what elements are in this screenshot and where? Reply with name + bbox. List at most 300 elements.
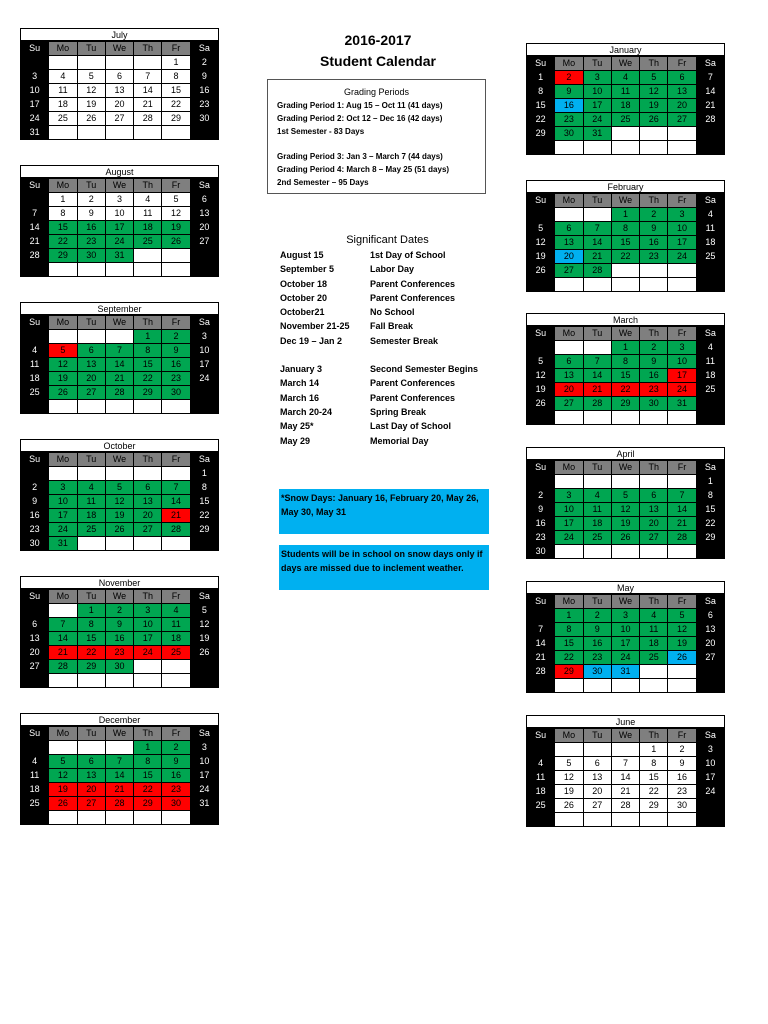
significant-date: March 14 (280, 378, 320, 389)
day-cell (611, 278, 639, 292)
day-cell (77, 56, 105, 70)
day-cell: 17 (583, 99, 611, 113)
day-cell: 3 (49, 481, 77, 495)
month-calendar-july (20, 28, 219, 140)
weekday-header: Su (527, 461, 555, 475)
day-cell: 12 (527, 236, 555, 250)
day-cell: 15 (190, 495, 218, 509)
day-cell: 7 (611, 757, 639, 771)
day-cell: 9 (583, 623, 611, 637)
month-title: October (20, 439, 219, 452)
day-cell (640, 264, 668, 278)
day-cell: 31 (49, 537, 77, 551)
day-cell (49, 263, 77, 277)
day-cell: 29 (134, 797, 162, 811)
day-cell (134, 811, 162, 825)
weekday-header: We (105, 179, 133, 193)
day-cell: 16 (162, 769, 190, 783)
weekday-header: Th (640, 327, 668, 341)
day-cell: 5 (49, 344, 77, 358)
day-cell: 1 (527, 71, 555, 85)
day-cell: 28 (696, 113, 724, 127)
day-cell: 9 (555, 85, 583, 99)
day-cell (21, 263, 49, 277)
day-cell (583, 278, 611, 292)
significant-date: January 3 (280, 364, 323, 375)
day-cell (555, 208, 583, 222)
week-row (21, 755, 219, 769)
day-cell: 2 (640, 208, 668, 222)
month-title: September (20, 302, 219, 315)
day-cell (49, 330, 77, 344)
day-cell: 23 (668, 785, 696, 799)
day-cell (640, 665, 668, 679)
weekday-header: Fr (668, 327, 696, 341)
day-cell: 15 (640, 771, 668, 785)
day-cell (583, 679, 611, 693)
day-cell: 1 (190, 467, 218, 481)
month-calendar-june (526, 715, 725, 827)
day-cell: 19 (668, 637, 696, 651)
day-cell: 15 (162, 84, 190, 98)
day-cell: 9 (21, 495, 49, 509)
day-cell: 14 (527, 637, 555, 651)
week-row (21, 674, 219, 688)
page-title: Student Calendar (320, 53, 436, 69)
weekday-header: Th (640, 461, 668, 475)
significant-date-row (280, 277, 490, 291)
day-cell (21, 604, 49, 618)
weekday-header: Sa (696, 327, 724, 341)
day-cell (190, 386, 218, 400)
day-cell: 16 (21, 509, 49, 523)
day-cell: 29 (611, 397, 639, 411)
day-cell: 20 (190, 221, 218, 235)
weekday-header: Mo (49, 316, 77, 330)
day-cell: 17 (190, 769, 218, 783)
significant-date: November 21-25 (280, 321, 350, 332)
month-grid (20, 452, 219, 551)
day-cell: 20 (134, 509, 162, 523)
day-cell: 19 (555, 785, 583, 799)
week-row (527, 517, 725, 531)
day-cell: 3 (134, 604, 162, 618)
week-row (527, 531, 725, 545)
day-cell: 4 (611, 71, 639, 85)
day-cell: 24 (555, 531, 583, 545)
day-cell (77, 467, 105, 481)
day-cell (527, 813, 555, 827)
day-cell: 14 (105, 769, 133, 783)
day-cell: 13 (668, 85, 696, 99)
day-cell: 17 (668, 236, 696, 250)
week-row (21, 193, 219, 207)
day-cell: 7 (583, 222, 611, 236)
day-cell: 22 (696, 517, 724, 531)
day-cell (583, 545, 611, 559)
day-cell (21, 674, 49, 688)
day-cell: 7 (696, 71, 724, 85)
day-cell (105, 674, 133, 688)
month-grid (20, 589, 219, 688)
day-cell (77, 126, 105, 140)
day-cell: 6 (105, 70, 133, 84)
significant-date-row (280, 391, 490, 405)
week-row (21, 741, 219, 755)
week-row (527, 785, 725, 799)
day-cell (696, 411, 724, 425)
significant-date-row (280, 291, 490, 305)
day-cell: 28 (21, 249, 49, 263)
day-cell: 11 (611, 85, 639, 99)
day-cell (105, 263, 133, 277)
week-row (527, 113, 725, 127)
day-cell (105, 330, 133, 344)
week-row (527, 397, 725, 411)
day-cell: 3 (668, 208, 696, 222)
day-cell: 6 (668, 71, 696, 85)
significant-event: Second Semester Begins (370, 364, 479, 375)
month-title: December (20, 713, 219, 726)
day-cell: 13 (555, 369, 583, 383)
month-title: March (526, 313, 725, 326)
week-row (21, 537, 219, 551)
weekday-header: Sa (696, 595, 724, 609)
day-cell: 11 (696, 222, 724, 236)
day-cell: 31 (190, 797, 218, 811)
weekday-header: Th (134, 316, 162, 330)
day-cell (555, 411, 583, 425)
month-grid (20, 178, 219, 277)
day-cell: 3 (190, 330, 218, 344)
day-cell (611, 475, 639, 489)
month-title: July (20, 28, 219, 41)
day-cell: 2 (527, 489, 555, 503)
day-cell: 21 (21, 235, 49, 249)
day-cell: 8 (77, 618, 105, 632)
week-row (21, 604, 219, 618)
day-cell: 2 (162, 741, 190, 755)
day-cell: 10 (668, 355, 696, 369)
weekday-header: Fr (162, 727, 190, 741)
day-cell: 5 (555, 757, 583, 771)
significant-date-row (280, 334, 490, 348)
day-cell: 28 (49, 660, 77, 674)
significant-date: March 20-24 (280, 406, 333, 417)
day-cell: 16 (640, 369, 668, 383)
day-cell: 5 (190, 604, 218, 618)
day-cell: 15 (611, 369, 639, 383)
day-cell (162, 537, 190, 551)
month-title: April (526, 447, 725, 460)
day-cell: 31 (583, 127, 611, 141)
day-cell (134, 660, 162, 674)
significant-event: Parent Conferences (370, 278, 456, 289)
day-cell: 1 (162, 56, 190, 70)
day-cell: 29 (134, 386, 162, 400)
weekday-header: Fr (668, 194, 696, 208)
day-cell: 11 (162, 618, 190, 632)
weekday-header: Mo (555, 327, 583, 341)
week-row (527, 355, 725, 369)
day-cell (49, 126, 77, 140)
day-cell (555, 679, 583, 693)
day-cell: 14 (583, 369, 611, 383)
day-cell: 21 (105, 783, 133, 797)
week-row (527, 757, 725, 771)
day-cell: 9 (190, 70, 218, 84)
day-cell: 14 (611, 771, 639, 785)
day-cell (668, 141, 696, 155)
day-cell: 23 (583, 651, 611, 665)
day-cell (162, 811, 190, 825)
day-cell: 6 (696, 609, 724, 623)
day-cell: 26 (49, 797, 77, 811)
day-cell: 4 (21, 755, 49, 769)
day-cell (583, 341, 611, 355)
week-row (527, 127, 725, 141)
weekday-header: Su (21, 453, 49, 467)
day-cell: 19 (77, 98, 105, 112)
weekday-header: Tu (77, 179, 105, 193)
month-grid (20, 315, 219, 414)
day-cell: 30 (105, 660, 133, 674)
significant-date: August 15 (280, 250, 324, 260)
day-cell (583, 743, 611, 757)
day-cell (640, 141, 668, 155)
weekday-header: Su (21, 42, 49, 56)
day-cell (77, 537, 105, 551)
day-cell (611, 264, 639, 278)
day-cell: 20 (555, 383, 583, 397)
week-row (527, 341, 725, 355)
day-cell: 10 (105, 207, 133, 221)
day-cell: 20 (640, 517, 668, 531)
month-grid (526, 460, 725, 559)
day-cell: 12 (49, 769, 77, 783)
month-calendar-november (20, 576, 219, 688)
day-cell (668, 545, 696, 559)
weekday-header: Mo (555, 729, 583, 743)
week-row (527, 637, 725, 651)
weekday-header: Mo (555, 194, 583, 208)
week-row (527, 743, 725, 757)
day-cell: 15 (77, 632, 105, 646)
day-cell: 4 (77, 481, 105, 495)
calendar-title-block (268, 30, 488, 72)
weekday-header: Mo (555, 595, 583, 609)
day-cell (49, 811, 77, 825)
day-cell (162, 249, 190, 263)
day-cell: 15 (134, 769, 162, 783)
weekday-header: Mo (49, 727, 77, 741)
weekday-header: Sa (190, 727, 218, 741)
day-cell (696, 278, 724, 292)
day-cell: 31 (21, 126, 49, 140)
day-cell: 25 (611, 113, 639, 127)
day-cell (696, 141, 724, 155)
month-calendar-april (526, 447, 725, 559)
day-cell: 30 (668, 799, 696, 813)
day-cell: 24 (668, 383, 696, 397)
significant-event: Semester Break (370, 335, 439, 346)
day-cell (696, 679, 724, 693)
day-cell: 12 (555, 771, 583, 785)
weekday-header: Tu (77, 42, 105, 56)
day-cell: 26 (668, 651, 696, 665)
day-cell: 28 (105, 797, 133, 811)
weekday-header: We (611, 327, 639, 341)
week-row (527, 475, 725, 489)
day-cell: 5 (527, 355, 555, 369)
day-cell: 30 (77, 249, 105, 263)
weekday-header: Th (134, 453, 162, 467)
day-cell: 28 (105, 386, 133, 400)
day-cell: 6 (555, 222, 583, 236)
day-cell: 19 (49, 783, 77, 797)
day-cell: 3 (105, 193, 133, 207)
day-cell: 3 (583, 71, 611, 85)
day-cell: 24 (190, 372, 218, 386)
grading-heading: Grading Periods (343, 87, 410, 97)
weekday-header: Tu (77, 316, 105, 330)
day-cell (190, 660, 218, 674)
day-cell: 9 (640, 222, 668, 236)
week-row (527, 71, 725, 85)
grading-line: 1st Semester - 83 Days (277, 127, 365, 136)
day-cell (555, 743, 583, 757)
day-cell (555, 545, 583, 559)
day-cell: 26 (77, 112, 105, 126)
day-cell: 13 (105, 84, 133, 98)
weekday-header: Su (527, 194, 555, 208)
month-grid (20, 41, 219, 140)
weekday-header: Tu (77, 453, 105, 467)
weekday-header: Fr (162, 179, 190, 193)
day-cell: 16 (77, 221, 105, 235)
day-cell: 6 (77, 344, 105, 358)
week-row (21, 84, 219, 98)
day-cell: 18 (696, 369, 724, 383)
week-row (21, 263, 219, 277)
day-cell: 29 (190, 523, 218, 537)
day-cell: 11 (583, 503, 611, 517)
day-cell (527, 475, 555, 489)
month-grid (526, 326, 725, 425)
day-cell: 30 (162, 386, 190, 400)
day-cell (583, 208, 611, 222)
significant-event: Spring Break (370, 406, 427, 417)
day-cell: 23 (640, 250, 668, 264)
week-row (527, 411, 725, 425)
week-row (21, 235, 219, 249)
day-cell: 29 (555, 665, 583, 679)
day-cell: 25 (21, 797, 49, 811)
significant-event: No School (370, 307, 415, 318)
day-cell: 30 (190, 112, 218, 126)
day-cell (190, 263, 218, 277)
week-row (527, 679, 725, 693)
day-cell: 25 (583, 531, 611, 545)
day-cell (162, 400, 190, 414)
weekday-header: Tu (583, 595, 611, 609)
day-cell: 23 (190, 98, 218, 112)
day-cell: 26 (527, 397, 555, 411)
weekday-header: Fr (668, 595, 696, 609)
weekday-header: Fr (162, 42, 190, 56)
weekday-header: Su (21, 727, 49, 741)
significant-event: Fall Break (370, 321, 414, 332)
day-cell: 8 (527, 85, 555, 99)
day-cell: 24 (105, 235, 133, 249)
day-cell: 10 (21, 84, 49, 98)
week-row (21, 660, 219, 674)
weekday-header: Tu (77, 727, 105, 741)
weekday-header: Sa (190, 316, 218, 330)
month-title: May (526, 581, 725, 594)
week-row (527, 665, 725, 679)
day-cell (668, 411, 696, 425)
day-cell: 2 (21, 481, 49, 495)
day-cell: 26 (190, 646, 218, 660)
day-cell: 26 (640, 113, 668, 127)
week-row (527, 813, 725, 827)
day-cell: 18 (21, 783, 49, 797)
day-cell: 29 (162, 112, 190, 126)
day-cell: 16 (190, 84, 218, 98)
day-cell: 17 (105, 221, 133, 235)
day-cell: 21 (668, 517, 696, 531)
weekday-header: Fr (162, 590, 190, 604)
day-cell: 25 (696, 250, 724, 264)
day-cell (162, 263, 190, 277)
week-row (527, 623, 725, 637)
day-cell: 8 (640, 757, 668, 771)
weekday-header: Th (134, 179, 162, 193)
day-cell: 1 (555, 609, 583, 623)
week-row (21, 481, 219, 495)
significant-event: Parent Conferences (370, 292, 456, 303)
week-row (527, 264, 725, 278)
day-cell (668, 475, 696, 489)
week-row (21, 249, 219, 263)
day-cell: 4 (134, 193, 162, 207)
day-cell: 15 (696, 503, 724, 517)
day-cell: 4 (49, 70, 77, 84)
day-cell: 10 (555, 503, 583, 517)
day-cell (49, 400, 77, 414)
week-row (527, 383, 725, 397)
day-cell: 30 (640, 397, 668, 411)
day-cell: 11 (21, 358, 49, 372)
day-cell (49, 467, 77, 481)
day-cell: 24 (134, 646, 162, 660)
day-cell: 21 (583, 250, 611, 264)
week-row (21, 358, 219, 372)
day-cell (668, 679, 696, 693)
day-cell: 17 (668, 369, 696, 383)
day-cell (105, 467, 133, 481)
day-cell (555, 141, 583, 155)
significant-date-row (280, 305, 490, 319)
day-cell: 15 (134, 358, 162, 372)
weekday-header: We (105, 42, 133, 56)
day-cell: 9 (640, 355, 668, 369)
month-calendar-august (20, 165, 219, 277)
weekday-header: Su (21, 590, 49, 604)
day-cell: 7 (162, 481, 190, 495)
day-cell (696, 127, 724, 141)
